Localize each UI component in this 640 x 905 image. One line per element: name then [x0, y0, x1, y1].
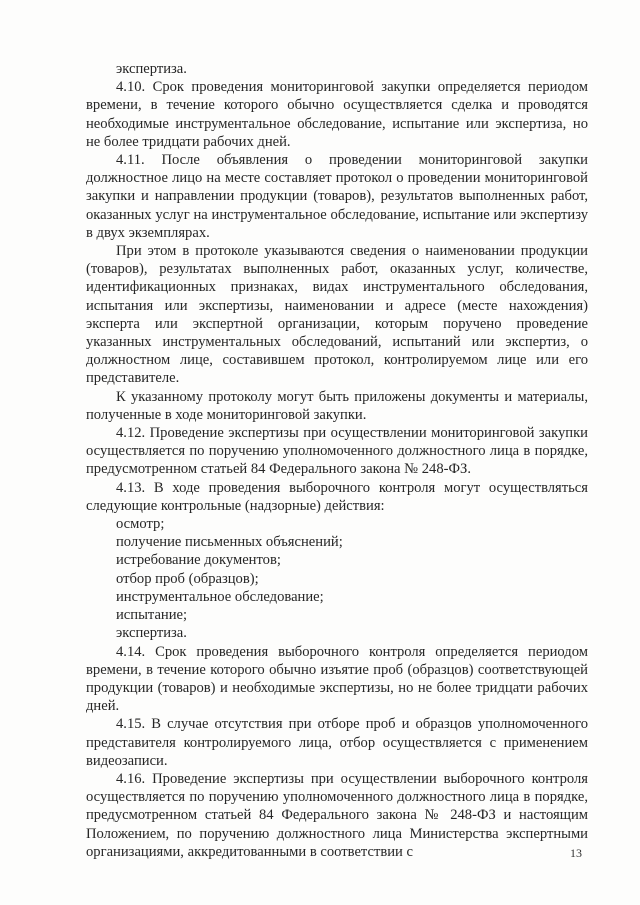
list-item: инструментальное обследование; — [116, 588, 324, 605]
list-item: экспертиза. — [116, 625, 187, 642]
paragraph-protocol-attachments: К указанному протоколу могут быть приложены документы и материалы, полученные в ходе мониторинговой закупки. — [86, 388, 588, 423]
paragraph-protocol-details: При этом в протоколе указываются сведения о наименовании продукции (товаров), результатах выполненных работ, оказанных услуг, количестве, идентификационных признаках, видах инструментального обследования, испытания или экспертизы, наименовании и адресе (месте нахождения) эксперта или экспертной организации, которым поручено проведение указанных инструментальных обследований, испытаний или экспертиз, о должностном лице, составившем протокол, контролируемом лице или его представителе. — [86, 243, 588, 387]
list-item: получение письменных объяснений; — [116, 534, 343, 551]
list-item: осмотр; — [116, 516, 165, 533]
list-item: отбор проб (образцов); — [116, 570, 259, 587]
paragraph-4-16: 4.16. Проведение экспертизы при осуществлении выборочного контроля осуществляется по поручению уполномоченного должностного лица в порядке, предусмотренном статьей 84 Федерального закона № 248-ФЗ и настоящим Положением, по поручению должностного лица Министерства экспертными организациями, аккредитованными в соответствии с — [86, 770, 588, 860]
document-body — [86, 60, 588, 861]
paragraph-4-10: 4.10. Срок проведения мониторинговой закупки определяется периодом времени, в течение которого обычно осуществляется сделка и проводятся необходимые инструментальное обследование, испытание или экспертиза, но не более тридцати рабочих дней. — [86, 79, 588, 150]
page-number: 13 — [570, 846, 582, 860]
paragraph-4-11: 4.11. После объявления о проведении мониторинговой закупки должностное лицо на месте составляет протокол о проведении мониторинговой закупки и направлении продукции (товаров), результатов выполненных работ, оказанных услуг на инструментальное обследование, испытание или экспертизу в двух экземплярах. — [86, 152, 588, 241]
actions-list — [86, 515, 588, 642]
paragraph-4-14: 4.14. Срок проведения выборочного контроля определяется периодом времени, в течение которого обычно изъятие проб (образцов) соответствующей продукции (товаров) и необходимые экспертизы, но не более тридцати рабочих дней. — [86, 643, 588, 715]
paragraph-4-12: 4.12. Проведение экспертизы при осуществлении мониторинговой закупки осуществляется по поручению уполномоченного должностного лица в порядке, предусмотренном статьей 84 Федерального закона № 248-ФЗ. — [86, 425, 588, 478]
list-item: истребование документов; — [116, 552, 281, 569]
paragraph-0: экспертиза. — [116, 61, 187, 77]
paragraph-4-13: 4.13. В ходе проведения выборочного контроля могут осуществляться следующие контрольные (надзорные) действия: — [86, 479, 588, 514]
list-item: испытание; — [116, 607, 188, 624]
paragraph-4-15: 4.15. В случае отсутствия при отборе проб и образцов уполномоченного представителя контролируемого лица, отбор осуществляется с применением видеозаписи. — [86, 716, 588, 769]
